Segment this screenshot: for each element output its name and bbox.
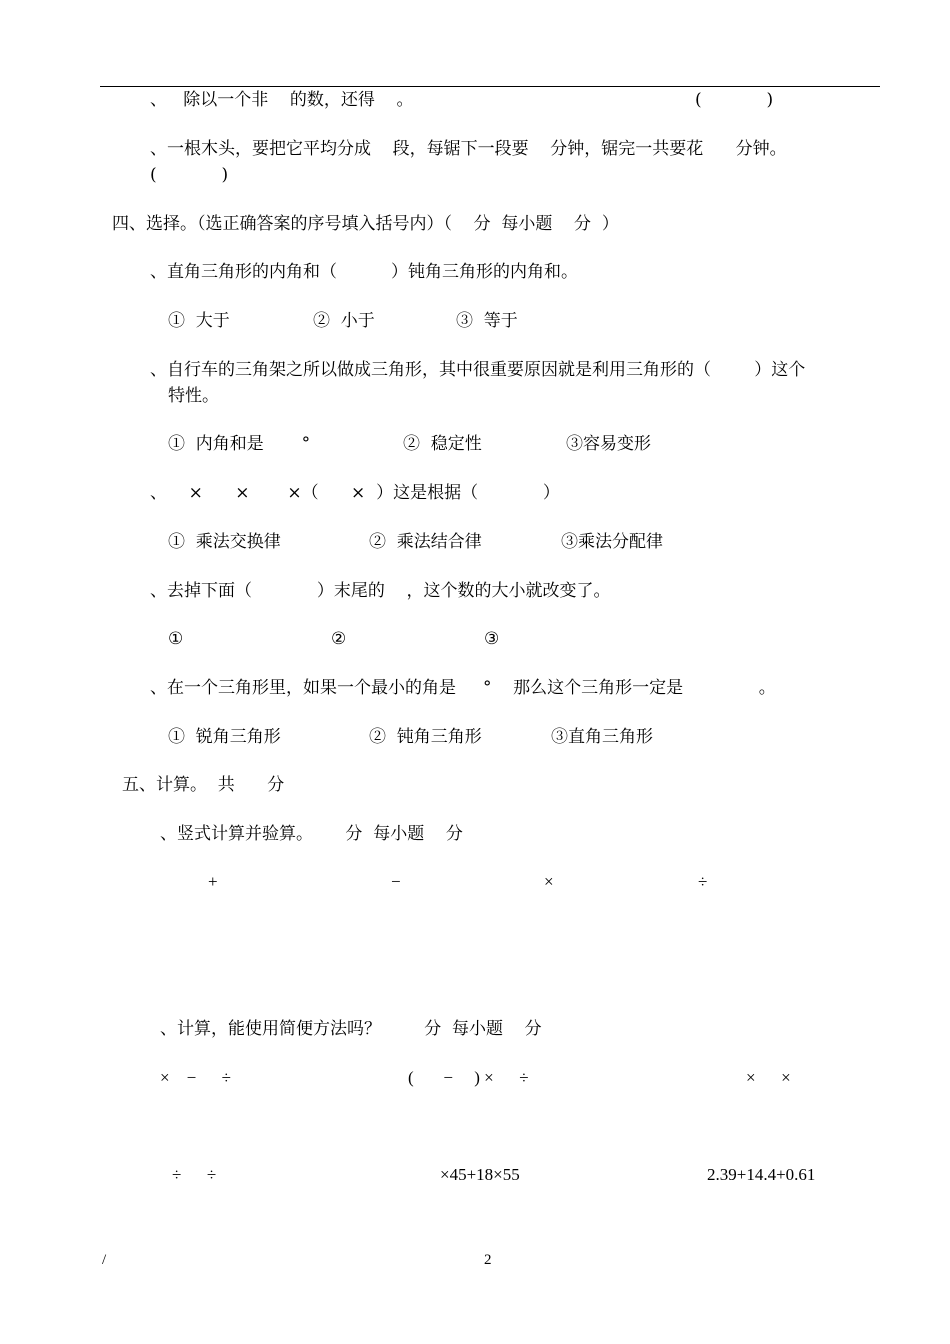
- calc-expression: 2.39+14.4+0.61: [707, 1165, 816, 1184]
- choice-option: ① 内角和是 °: [168, 434, 311, 454]
- choice-option: ② 乘法结合律: [369, 532, 482, 552]
- choice-option: ③ 等于: [456, 311, 518, 331]
- choice-option: ③: [484, 629, 500, 649]
- minus-sign: −: [391, 872, 401, 891]
- choice-option: ③直角三角形: [551, 727, 653, 747]
- choice-question-5: 、在一个三角形里，如果一个最小的角是 ° 那么这个三角形一定是 。: [150, 678, 776, 698]
- answer-paren: ( ): [695, 90, 774, 110]
- calc-expression: × ×: [746, 1068, 791, 1087]
- choice-option: ③容易变形: [566, 434, 651, 454]
- choice-question-2-cont: 特性。: [168, 386, 219, 406]
- page-number: 2: [484, 1252, 492, 1268]
- choice-option: ① 乘法交换律: [168, 532, 281, 552]
- choice-question-1: 、直角三角形的内角和（ ）钝角三角形的内角和。: [150, 262, 579, 282]
- section-heading-choice: 四、选择。（选正确答案的序号填入括号内）（ 分 每小题 分 ）: [112, 214, 619, 234]
- choice-option: ③乘法分配律: [561, 532, 663, 552]
- choice-option: ①: [168, 629, 184, 649]
- fill-item-divide: 、 除以一个非 的数，还得 。: [150, 90, 414, 110]
- choice-option: ② 小于: [313, 311, 375, 331]
- choice-option: ②: [331, 629, 347, 649]
- choice-option: ② 稳定性: [403, 434, 482, 454]
- calc-expression: ( − ) × ÷: [408, 1068, 529, 1087]
- choice-question-4: 、去掉下面（ ）末尾的 ，这个数的大小就改变了。: [150, 581, 611, 601]
- header-rule: [100, 86, 880, 87]
- section-heading-calc: 五、计算。 共 分: [122, 775, 285, 795]
- choice-option: ② 钝角三角形: [369, 727, 482, 747]
- calc-expression: × − ÷: [160, 1068, 232, 1087]
- calc-expression: ×45+18×55: [440, 1165, 520, 1184]
- times-sign: ×: [544, 872, 554, 891]
- calc-part-1-title: 、竖式计算并验算。 分 每小题 分: [160, 824, 463, 844]
- choice-option: ① 锐角三角形: [168, 727, 281, 747]
- divide-sign: ÷: [698, 872, 708, 891]
- calc-part-2-title: 、计算，能使用简便方法吗？ 分 每小题 分: [160, 1019, 542, 1039]
- answer-paren: ( ): [150, 165, 229, 185]
- plus-sign: +: [208, 872, 218, 891]
- choice-question-3: 、 × × ×（ × ）这是根据（ ）: [150, 483, 560, 503]
- footer-mark: /: [102, 1252, 107, 1268]
- choice-question-2: 、自行车的三角架之所以做成三角形，其中很重要原因就是利用三角形的（ ）这个: [150, 360, 806, 380]
- choice-option: ① 大于: [168, 311, 230, 331]
- calc-expression: ÷ ÷: [172, 1165, 217, 1184]
- fill-item-wood: 、一根木头，要把它平均分成 段，每锯下一段要 分钟，锯完一共要花 分钟。: [150, 139, 787, 159]
